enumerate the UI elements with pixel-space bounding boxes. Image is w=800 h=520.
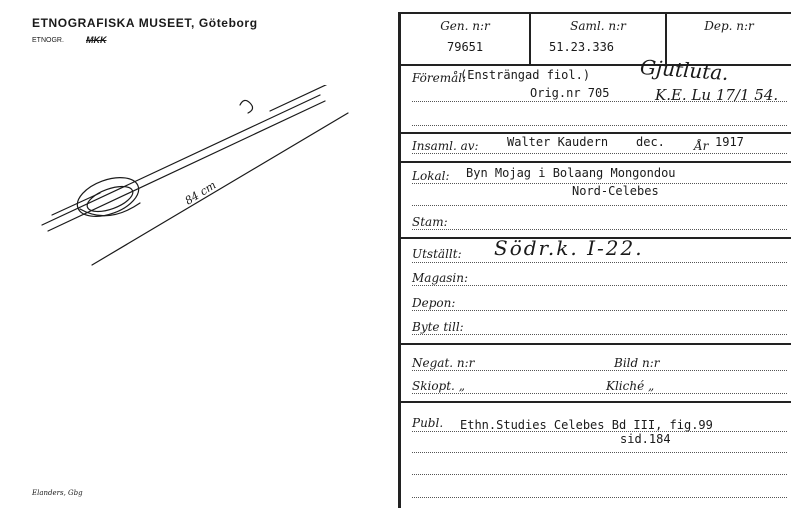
publ-line-1: Ethn.Studies Celebes Bd III, fig.99 bbox=[460, 418, 713, 432]
byte-label: Byte till: bbox=[412, 320, 464, 334]
dotted-line bbox=[412, 153, 787, 154]
publ-line-2: sid.184 bbox=[620, 432, 671, 446]
saml-label: Saml. n:r bbox=[570, 19, 626, 33]
utstallt-value: Södr.k. I-22. bbox=[494, 236, 644, 260]
stamp-text: MKK bbox=[86, 35, 107, 45]
gen-column bbox=[401, 14, 531, 64]
dotted-line bbox=[412, 285, 787, 286]
dotted-line bbox=[412, 474, 787, 475]
negat-label: Negat. n:r bbox=[412, 356, 475, 370]
dotted-line bbox=[412, 497, 787, 498]
section-divider bbox=[401, 132, 791, 134]
dep-label: Dep. n:r bbox=[704, 19, 754, 33]
kliche-label: Kliché „ bbox=[606, 379, 655, 393]
foremal-value: (Ensträngad fiol.) bbox=[460, 68, 591, 82]
dotted-line bbox=[412, 393, 787, 394]
section-divider bbox=[401, 401, 791, 403]
gen-value: 79651 bbox=[447, 40, 484, 54]
skiopt-label: Skiopt. „ bbox=[412, 379, 465, 393]
ar-value: 1917 bbox=[715, 135, 744, 149]
orig-number: Orig.nr 705 bbox=[530, 86, 610, 100]
publ-label: Publ. bbox=[412, 416, 444, 430]
dotted-line bbox=[412, 262, 787, 263]
foremal-handwritten: Gjutluta. bbox=[639, 54, 730, 86]
stick-line bbox=[52, 193, 100, 215]
utstallt-label: Utställt: bbox=[412, 247, 462, 261]
gen-label: Gen. n:r bbox=[440, 19, 490, 33]
saml-value: 51.23.336 bbox=[549, 40, 615, 54]
peg-line bbox=[270, 85, 330, 111]
ar-label: År bbox=[694, 139, 709, 153]
stam-label: Stam: bbox=[412, 215, 448, 229]
card-left-rule bbox=[398, 12, 401, 508]
section-divider bbox=[401, 343, 791, 345]
printer-credit: Elanders, Gbg bbox=[32, 489, 83, 497]
number-header-grid bbox=[401, 12, 791, 66]
section-divider bbox=[401, 161, 791, 163]
dotted-line bbox=[412, 310, 787, 311]
lokal-line-1: Byn Mojag i Bolaang Mongondou bbox=[466, 166, 676, 180]
peg-head bbox=[240, 100, 253, 113]
measure-line bbox=[92, 113, 348, 265]
lokal-line-2: Nord-Celebes bbox=[572, 184, 659, 198]
insaml-date: dec. bbox=[636, 135, 665, 149]
measure-label: 84 cm bbox=[182, 178, 219, 208]
neck-line-2 bbox=[48, 101, 325, 231]
depon-label: Depon: bbox=[412, 296, 456, 310]
dotted-line bbox=[412, 229, 787, 230]
dotted-line bbox=[412, 205, 787, 206]
foremal-label: Föremål: bbox=[412, 71, 467, 85]
fiddle-sketch bbox=[30, 85, 360, 275]
dotted-line bbox=[412, 452, 787, 453]
insaml-value: Walter Kaudern bbox=[507, 135, 609, 149]
dep-column bbox=[667, 14, 791, 64]
museum-name: ETNOGRAFISKA MUSEET, Göteborg bbox=[32, 16, 258, 30]
bild-label: Bild n:r bbox=[614, 356, 660, 370]
magasin-label: Magasin: bbox=[412, 271, 469, 285]
lokal-label: Lokal: bbox=[412, 169, 450, 183]
neck-line-1 bbox=[42, 95, 320, 225]
dotted-line bbox=[412, 125, 787, 126]
handwritten-signature: K.E. Lu 17/1 54. bbox=[655, 86, 779, 104]
resonator-inner bbox=[84, 181, 136, 216]
dotted-line bbox=[412, 370, 787, 371]
insaml-label: Insaml. av: bbox=[412, 139, 479, 153]
struck-stamp bbox=[86, 35, 107, 45]
dotted-line bbox=[412, 334, 787, 335]
department-label: ETNOGR. bbox=[32, 37, 64, 44]
